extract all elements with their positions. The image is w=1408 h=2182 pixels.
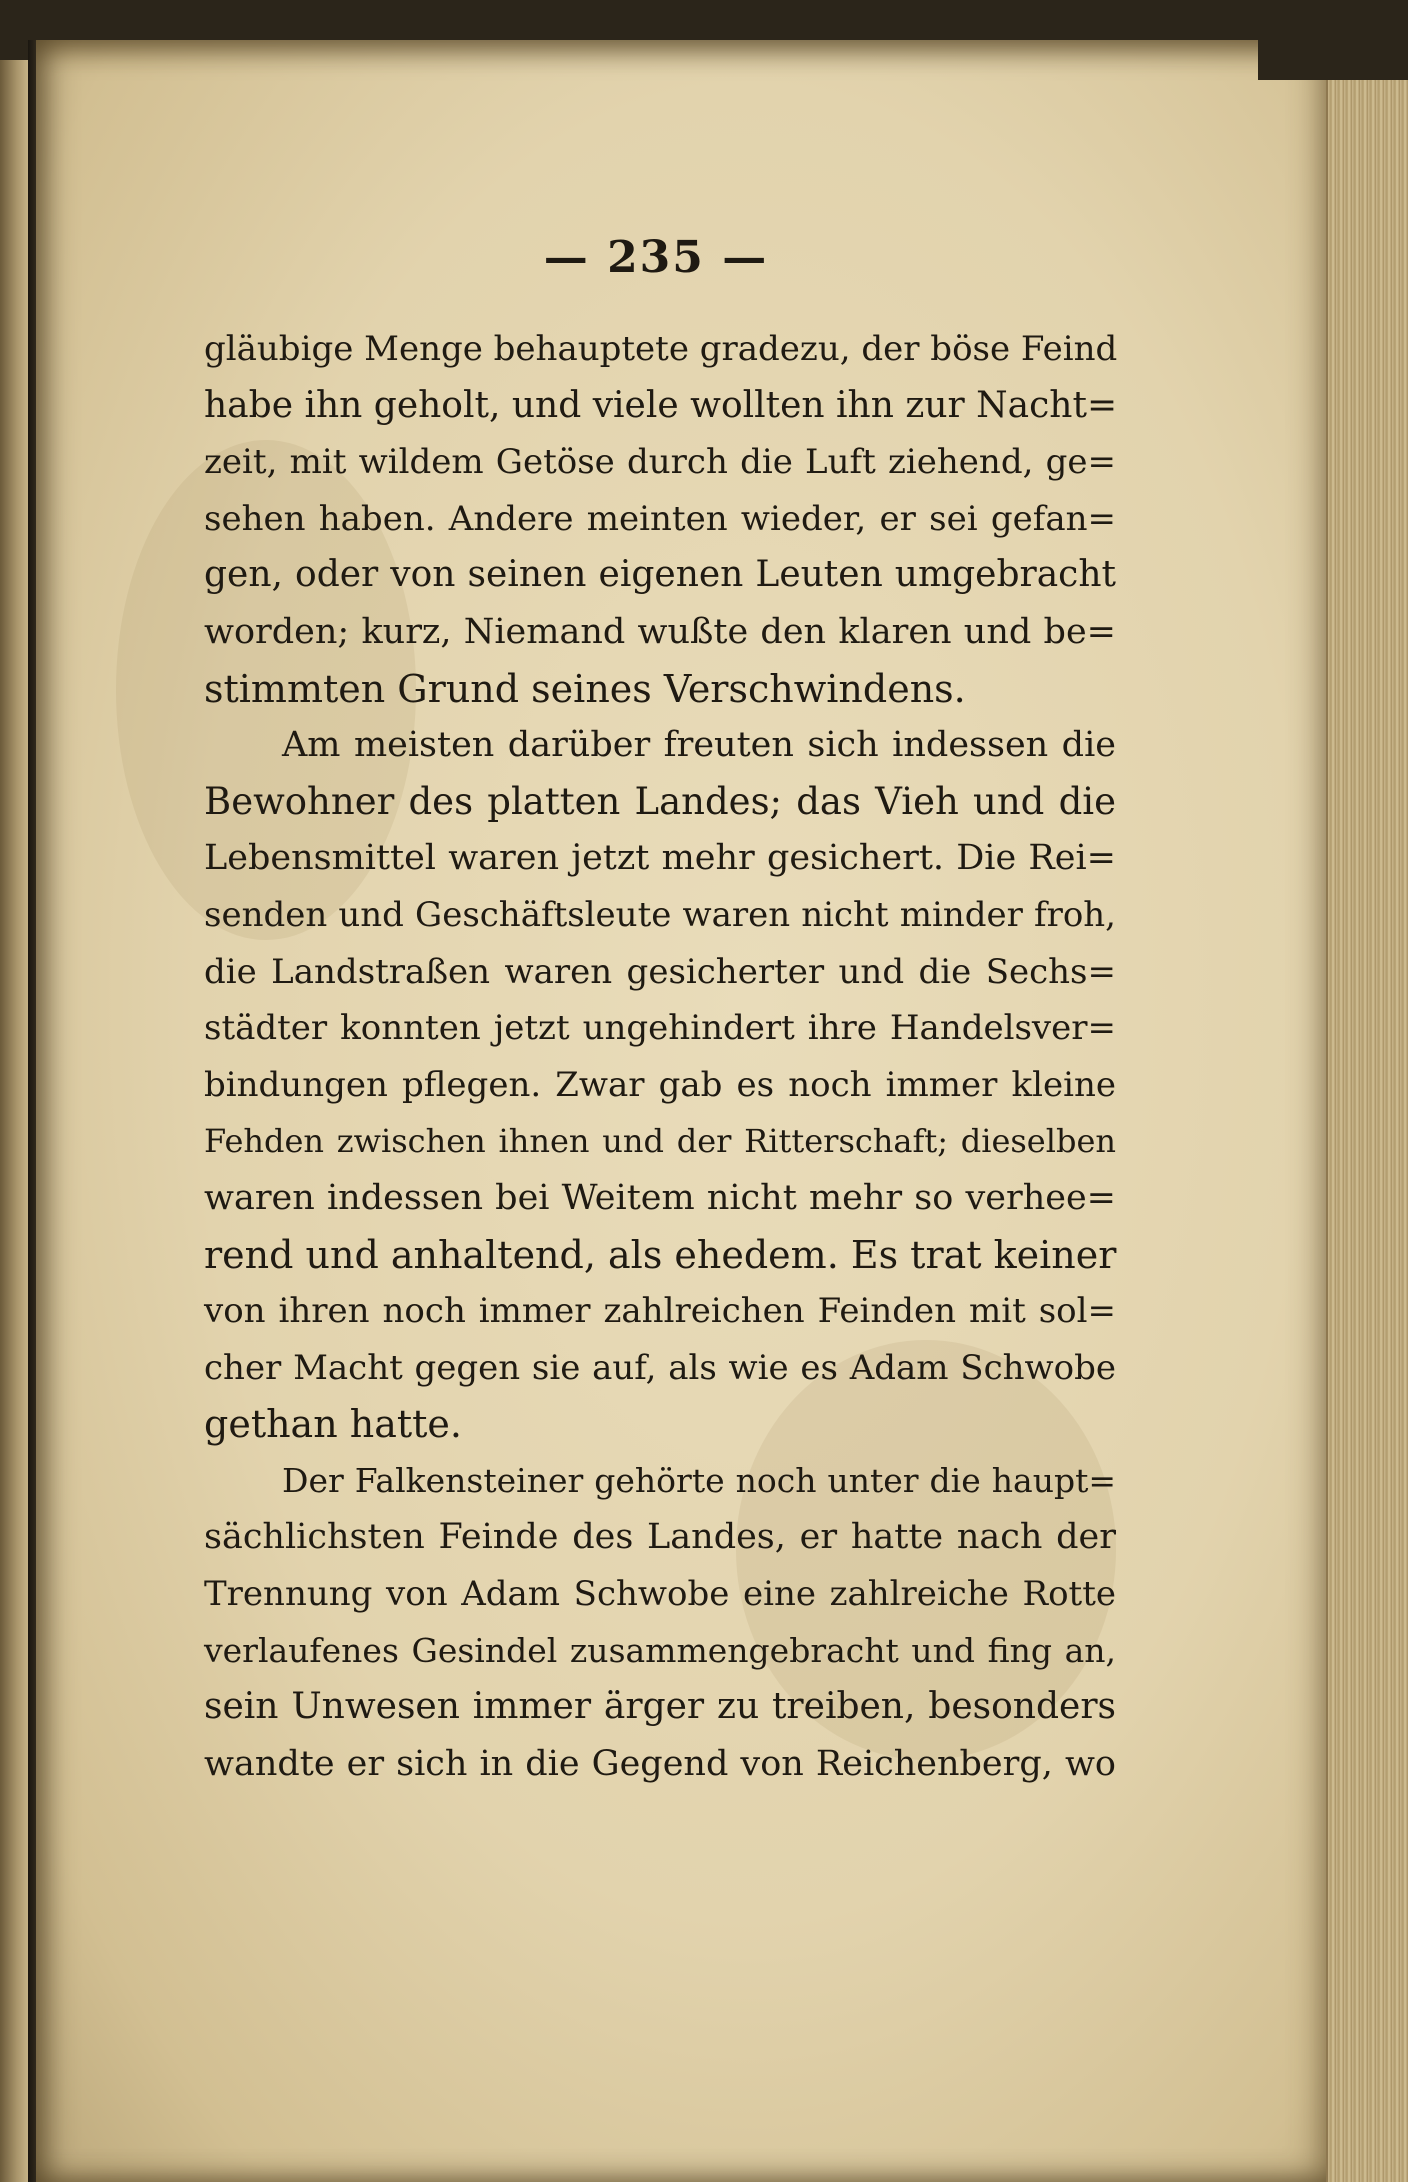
text-line: worden; kurz, Niemand wußte den klaren und be= [204,611,1116,652]
text-line: gen, oder von seinen eigenen Leuten umgebracht [204,554,1116,596]
text-line: cher Macht gegen sie auf, als wie es Adam Schwobe [204,1347,1116,1388]
text-line: zeit, mit wildem Getöse durch die Luft ziehend, ge= [204,442,1116,483]
text-line: städter konnten jetzt ungehindert ihre Handelsver= [204,1008,1116,1049]
page-number-header: — 235 — [543,232,769,283]
text-line: bindungen pflegen. Zwar gab es noch immer kleine [204,1064,1116,1105]
paragraph-2 [204,717,1116,1453]
text-line: sächlichsten Feinde des Landes, er hatte nach der [204,1517,1116,1558]
paragraph-3 [204,1453,1116,1793]
page-text [204,232,1116,1792]
text-line: Der Falkensteiner gehörte noch unter die haupt= [282,1460,1116,1500]
page-corner-shadow [1258,40,1408,80]
text-line: sein Unwesen immer ärger zu treiben, besonders [204,1686,1116,1728]
text-line: Trennung von Adam Schwobe eine zahlreiche Rotte [204,1574,1116,1615]
text-line: sehen haben. Andere meinten wieder, er sei gefan= [204,498,1116,539]
text-line: gethan hatte. [204,1402,463,1447]
text-line: waren indessen bei Weitem nicht mehr so verhee= [204,1177,1116,1218]
text-line: verlaufenes Gesindel zusammengebracht und fing an, [204,1630,1116,1670]
text-line: wandte er sich in die Gegend von Reichenberg, wo [204,1743,1116,1784]
text-line: rend und anhaltend, als ehedem. Es trat keiner [204,1232,1117,1277]
paragraph-1 [204,321,1116,717]
text-line: senden und Geschäftsleute waren nicht minder froh, [204,894,1116,935]
facing-page-edge [0,60,30,2182]
text-line: Lebensmittel waren jetzt mehr gesichert. Die Rei= [204,838,1116,879]
page-stack-edges [1326,70,1408,2182]
text-line: Fehden zwischen ihnen und der Ritterschaft; dieselben [204,1122,1116,1161]
text-line: von ihren noch immer zahlreichen Feinden mit sol= [204,1291,1116,1332]
text-line: habe ihn geholt, und viele wollten ihn zur Nacht= [204,384,1118,426]
text-line: gläubige Menge behauptete gradezu, der böse Feind [204,329,1118,369]
text-line: stimmten Grund seines Verschwindens. [204,666,966,711]
text-line: die Landstraßen waren gesicherter und die Sechs= [204,951,1116,992]
text-line: Bewohner des platten Landes; das Vieh und die [204,779,1116,823]
text-line: Am meisten darüber freuten sich indessen die [282,725,1116,766]
